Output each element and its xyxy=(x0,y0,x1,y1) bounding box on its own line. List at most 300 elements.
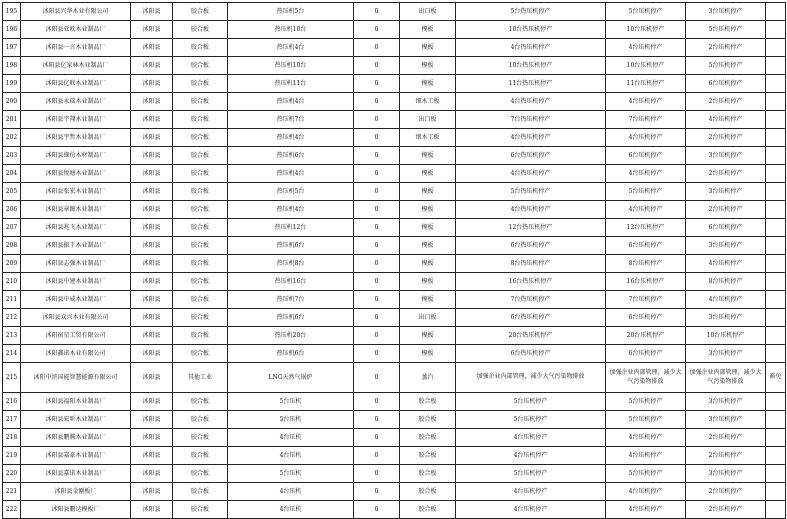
company-name-cell: 沭阳县振干木业制品厂 xyxy=(21,237,131,255)
measure-level-2-cell: 6台压机停产 xyxy=(606,237,686,255)
measure-level-2-cell: 5台压机停产 xyxy=(606,411,686,429)
county-cell: 沭阳县 xyxy=(131,255,173,273)
industry-cell: 胶合板 xyxy=(173,501,228,519)
equipment-cell: 热压机6台 xyxy=(228,147,354,165)
county-cell: 沭阳县 xyxy=(131,147,173,165)
product-type-cell: 细木工板 xyxy=(400,93,456,111)
equipment-cell: 热压机4台 xyxy=(228,93,354,111)
equipment-cell: 热压机20台 xyxy=(228,327,354,345)
product-type-cell: 模板 xyxy=(400,39,456,57)
cell-value-zero-cell: 0 xyxy=(354,57,400,75)
measure-level-3-cell: 4台压机停产 xyxy=(686,255,766,273)
table-row xyxy=(3,129,786,147)
cell-value-zero-cell: 0 xyxy=(354,129,400,147)
row-index-cell: 196 xyxy=(3,21,21,39)
note-cell xyxy=(766,309,786,327)
company-name-cell: 沭阳县福阳木业制品厂 xyxy=(21,393,131,411)
equipment-cell: 热压机12台 xyxy=(228,219,354,237)
industry-cell: 胶合板 xyxy=(173,393,228,411)
company-name-cell: 沭阳县志强木业制品厂 xyxy=(21,255,131,273)
company-name-cell: 沭阳县兆飞木业制品厂 xyxy=(21,219,131,237)
equipment-cell: 5台压机 xyxy=(228,393,354,411)
measure-level-3-cell: 6台压机停产 xyxy=(686,75,766,93)
industry-cell: 胶合板 xyxy=(173,165,228,183)
county-cell: 沭阳县 xyxy=(131,465,173,483)
equipment-cell: 热压机4台 xyxy=(228,129,354,147)
note-cell xyxy=(766,57,786,75)
measure-level-2-cell: 6台压机停产 xyxy=(606,147,686,165)
measure-level-1-cell: 6台热压机停产 xyxy=(456,309,606,327)
measure-level-3-cell: 3台压机停产 xyxy=(686,237,766,255)
measure-level-2-cell: 4台压机停产 xyxy=(606,129,686,147)
county-cell: 沭阳县 xyxy=(131,291,173,309)
row-index-cell: 222 xyxy=(3,501,21,519)
measure-level-2-cell: 4台压机停产 xyxy=(606,93,686,111)
equipment-cell: 热压机7台 xyxy=(228,291,354,309)
cell-value-zero-cell: 0 xyxy=(354,237,400,255)
county-cell: 沭阳县 xyxy=(131,183,173,201)
cell-value-zero-cell: 0 xyxy=(354,39,400,57)
table-row xyxy=(3,273,786,291)
table-row xyxy=(3,93,786,111)
table-row xyxy=(3,75,786,93)
cell-value-zero-cell: 0 xyxy=(354,147,400,165)
measure-level-2-cell: 12台压机停产 xyxy=(606,219,686,237)
cell-value-zero-cell: 0 xyxy=(354,345,400,363)
equipment-cell: 4台压机 xyxy=(228,483,354,501)
measure-level-1-cell: 10台热压机停产 xyxy=(456,21,606,39)
industry-cell: 胶合板 xyxy=(173,183,228,201)
row-index-cell: 203 xyxy=(3,147,21,165)
cell-value-zero-cell: 0 xyxy=(354,429,400,447)
industry-cell: 胶合板 xyxy=(173,57,228,75)
industry-cell: 胶合板 xyxy=(173,309,228,327)
row-index-cell: 214 xyxy=(3,345,21,363)
county-cell: 沭阳县 xyxy=(131,309,173,327)
measure-level-2-cell: 4台压机停产 xyxy=(606,447,686,465)
measure-level-1-cell: 5台热压机停产 xyxy=(456,183,606,201)
company-name-cell: 沭阳县宇哲木业制品厂 xyxy=(21,129,131,147)
industry-cell: 胶合板 xyxy=(173,291,228,309)
product-type-cell: 细木工板 xyxy=(400,129,456,147)
measure-level-2-cell: 20台压机停产 xyxy=(606,327,686,345)
product-type-cell: 胶合板 xyxy=(400,483,456,501)
product-type-cell: 出口板 xyxy=(400,309,456,327)
measure-level-3-cell: 2台压机停产 xyxy=(686,483,766,501)
company-name-cell: 沭阳县中威木业制品厂 xyxy=(21,291,131,309)
measure-level-3-cell: 2台压机停产 xyxy=(686,93,766,111)
note-cell xyxy=(766,237,786,255)
cell-value-zero-cell: 0 xyxy=(354,447,400,465)
table-row xyxy=(3,345,786,363)
equipment-cell: 热压机5台 xyxy=(228,3,354,21)
industry-cell: 胶合板 xyxy=(173,327,228,345)
row-index-cell: 207 xyxy=(3,219,21,237)
table-body xyxy=(3,3,786,519)
county-cell: 沭阳县 xyxy=(131,219,173,237)
cell-value-zero-cell: 0 xyxy=(354,393,400,411)
measure-level-1-cell: 4台热压机停产 xyxy=(456,39,606,57)
product-type-cell: 出口板 xyxy=(400,111,456,129)
industry-cell: 胶合板 xyxy=(173,447,228,465)
product-type-cell: 模板 xyxy=(400,255,456,273)
row-index-cell: 200 xyxy=(3,93,21,111)
measure-level-1-cell: 4台热压机停产 xyxy=(456,165,606,183)
measure-level-1-cell: 4台热压机停产 xyxy=(456,93,606,111)
county-cell: 沭阳县 xyxy=(131,93,173,111)
industry-cell: 胶合板 xyxy=(173,483,228,501)
table-row xyxy=(3,219,786,237)
measure-level-2-cell: 4台压机停产 xyxy=(606,429,686,447)
note-cell xyxy=(766,411,786,429)
industry-cell: 其他工业 xyxy=(173,363,228,393)
cell-value-zero-cell: 0 xyxy=(354,411,400,429)
note-cell xyxy=(766,345,786,363)
measure-level-3-cell: 3台压机停产 xyxy=(686,411,766,429)
row-index-cell: 209 xyxy=(3,255,21,273)
measure-level-2-cell: 6台压机停产 xyxy=(606,345,686,363)
cell-value-zero-cell: 0 xyxy=(354,483,400,501)
product-type-cell: 模板 xyxy=(400,75,456,93)
measure-level-2-cell: 6台压机停产 xyxy=(606,309,686,327)
measure-level-3-cell: 3台压机停产 xyxy=(686,309,766,327)
row-index-cell: 212 xyxy=(3,309,21,327)
equipment-cell: 热压机6台 xyxy=(228,345,354,363)
product-type-cell: 模板 xyxy=(400,57,456,75)
company-name-cell: 沭阳县中建木业制品厂 xyxy=(21,273,131,291)
table-row xyxy=(3,309,786,327)
equipment-cell: 热压机8台 xyxy=(228,255,354,273)
table-row xyxy=(3,411,786,429)
table-row xyxy=(3,165,786,183)
table-row xyxy=(3,447,786,465)
measure-level-2-cell: 4台压机停产 xyxy=(606,165,686,183)
measure-level-1-cell: 8台热压机停产 xyxy=(456,255,606,273)
row-index-cell: 201 xyxy=(3,111,21,129)
cell-value-zero-cell: 0 xyxy=(354,183,400,201)
measure-level-1-cell: 20台热压机停产 xyxy=(456,327,606,345)
company-name-cell: 沭阳县悦塘木业制品厂 xyxy=(21,165,131,183)
measure-level-3-cell: 加强企业内部管理，减少大气污染物排放 xyxy=(686,363,766,393)
measure-level-1-cell: 4台压机停产 xyxy=(456,429,606,447)
measure-level-1-cell: 7台热压机停产 xyxy=(456,291,606,309)
measure-level-1-cell: 4台热压机停产 xyxy=(456,129,606,147)
measure-level-2-cell: 4台压机停产 xyxy=(606,483,686,501)
note-cell xyxy=(766,39,786,57)
company-name-cell: 沭阳县宇翔木业制品厂 xyxy=(21,111,131,129)
product-type-cell: 模板 xyxy=(400,237,456,255)
company-name-cell: 沭阳中滨国能智慧能源有限公司 xyxy=(21,363,131,393)
row-index-cell: 218 xyxy=(3,429,21,447)
note-cell xyxy=(766,147,786,165)
equipment-cell: 4台压机 xyxy=(228,429,354,447)
measure-level-3-cell: 3台压机停产 xyxy=(686,147,766,165)
table-row xyxy=(3,183,786,201)
note-cell xyxy=(766,327,786,345)
industry-cell: 胶合板 xyxy=(173,39,228,57)
industry-cell: 胶合板 xyxy=(173,219,228,237)
industry-cell: 胶合板 xyxy=(173,147,228,165)
equipment-cell: 4台压机 xyxy=(228,447,354,465)
company-name-cell: 沭阳县嘉诺木业制品厂 xyxy=(21,465,131,483)
measure-level-1-cell: 16台热压机停产 xyxy=(456,273,606,291)
measure-level-3-cell: 6台压机停产 xyxy=(686,219,766,237)
equipment-cell: 5台压机 xyxy=(228,465,354,483)
table-row xyxy=(3,21,786,39)
company-name-cell: 沭阳县宏昕木业制品厂 xyxy=(21,411,131,429)
measure-level-1-cell: 5台压机停产 xyxy=(456,393,606,411)
note-cell xyxy=(766,183,786,201)
measure-level-2-cell: 7台压机停产 xyxy=(606,111,686,129)
equipment-cell: 4台压机 xyxy=(228,501,354,519)
company-name-cell: 沭阳县永瑞木业制品厂 xyxy=(21,93,131,111)
measure-level-3-cell: 3台压机停产 xyxy=(686,183,766,201)
product-type-cell: 模板 xyxy=(400,201,456,219)
cell-value-zero-cell: 0 xyxy=(354,273,400,291)
note-cell xyxy=(766,501,786,519)
measure-level-3-cell: 2台压机停产 xyxy=(686,501,766,519)
cell-value-zero-cell: 0 xyxy=(354,3,400,21)
table-row xyxy=(3,501,786,519)
note-cell xyxy=(766,483,786,501)
table-row xyxy=(3,483,786,501)
measure-level-2-cell: 加强企业内部管理，减少大气污染物排放 xyxy=(606,363,686,393)
company-name-cell: 沭阳县兴华木业有限公司 xyxy=(21,3,131,21)
product-type-cell: 模板 xyxy=(400,291,456,309)
row-index-cell: 195 xyxy=(3,3,21,21)
measure-level-3-cell: 4台压机停产 xyxy=(686,111,766,129)
enterprise-table xyxy=(2,2,786,519)
row-index-cell: 197 xyxy=(3,39,21,57)
company-name-cell: 沭阳县亿家林木业制品厂 xyxy=(21,57,131,75)
row-index-cell: 216 xyxy=(3,393,21,411)
county-cell: 沭阳县 xyxy=(131,165,173,183)
measure-level-1-cell: 12台热压机停产 xyxy=(456,219,606,237)
company-name-cell: 沭阳县亚欧木业制品厂 xyxy=(21,21,131,39)
note-cell: 豁免 xyxy=(766,363,786,393)
row-index-cell: 210 xyxy=(3,273,21,291)
table-row xyxy=(3,291,786,309)
county-cell: 沭阳县 xyxy=(131,273,173,291)
measure-level-1-cell: 6台热压机停产 xyxy=(456,147,606,165)
company-name-cell: 沭阳县嘉豪木业制品厂 xyxy=(21,447,131,465)
row-index-cell: 213 xyxy=(3,327,21,345)
county-cell: 沭阳县 xyxy=(131,111,173,129)
cell-value-zero-cell: 0 xyxy=(354,291,400,309)
product-type-cell: 胶合板 xyxy=(400,501,456,519)
row-index-cell: 202 xyxy=(3,129,21,147)
equipment-cell: 热压机6台 xyxy=(228,237,354,255)
county-cell: 沭阳县 xyxy=(131,501,173,519)
measure-level-1-cell: 4台压机停产 xyxy=(456,483,606,501)
measure-level-3-cell: 2台压机停产 xyxy=(686,429,766,447)
note-cell xyxy=(766,429,786,447)
product-type-cell: 模板 xyxy=(400,165,456,183)
measure-level-1-cell: 加强企业内部管理，减少大气污染物排放 xyxy=(456,363,606,393)
equipment-cell: 热压机10台 xyxy=(228,57,354,75)
measure-level-3-cell: 8台压机停产 xyxy=(686,273,766,291)
measure-level-3-cell: 3台压机停产 xyxy=(686,393,766,411)
note-cell xyxy=(766,255,786,273)
company-name-cell: 沭阳县缘份木材制品厂 xyxy=(21,147,131,165)
cell-value-zero-cell: 0 xyxy=(354,93,400,111)
industry-cell: 胶合板 xyxy=(173,237,228,255)
industry-cell: 胶合板 xyxy=(173,255,228,273)
industry-cell: 胶合板 xyxy=(173,93,228,111)
product-type-cell: 模板 xyxy=(400,21,456,39)
product-type-cell: 模板 xyxy=(400,219,456,237)
cell-value-zero-cell: 0 xyxy=(354,75,400,93)
company-name-cell: 沭阳县鹏腾木业制品厂 xyxy=(21,429,131,447)
note-cell xyxy=(766,111,786,129)
county-cell: 沭阳县 xyxy=(131,21,173,39)
industry-cell: 胶合板 xyxy=(173,3,228,21)
product-type-cell: 胶合板 xyxy=(400,429,456,447)
cell-value-zero-cell: 0 xyxy=(354,165,400,183)
table-row xyxy=(3,363,786,393)
product-type-cell: 模板 xyxy=(400,183,456,201)
company-name-cell: 沭阳县张宏木业制品厂 xyxy=(21,183,131,201)
note-cell xyxy=(766,465,786,483)
industry-cell: 胶合板 xyxy=(173,411,228,429)
product-type-cell: 出口板 xyxy=(400,3,456,21)
note-cell xyxy=(766,75,786,93)
company-name-cell: 沭阳宿星工贸有限公司 xyxy=(21,327,131,345)
county-cell: 沭阳县 xyxy=(131,3,173,21)
note-cell xyxy=(766,165,786,183)
measure-level-1-cell: 4台压机停产 xyxy=(456,447,606,465)
note-cell xyxy=(766,129,786,147)
measure-level-3-cell: 3台压机停产 xyxy=(686,3,766,21)
measure-level-1-cell: 11台热压机停产 xyxy=(456,75,606,93)
table-row xyxy=(3,429,786,447)
row-index-cell: 211 xyxy=(3,291,21,309)
measure-level-2-cell: 10台压机停产 xyxy=(606,57,686,75)
measure-level-2-cell: 4台压机停产 xyxy=(606,201,686,219)
product-type-cell: 胶合板 xyxy=(400,447,456,465)
row-index-cell: 215 xyxy=(3,363,21,393)
measure-level-2-cell: 4台压机停产 xyxy=(606,39,686,57)
county-cell: 沭阳县 xyxy=(131,411,173,429)
industry-cell: 胶合板 xyxy=(173,75,228,93)
product-type-cell: 胶合板 xyxy=(400,465,456,483)
company-name-cell: 沭阳县金刚板厂 xyxy=(21,483,131,501)
industry-cell: 胶合板 xyxy=(173,465,228,483)
measure-level-3-cell: 3台压机停产 xyxy=(686,465,766,483)
note-cell xyxy=(766,447,786,465)
table-row xyxy=(3,393,786,411)
county-cell: 沭阳县 xyxy=(131,483,173,501)
measure-level-2-cell: 5台压机停产 xyxy=(606,465,686,483)
equipment-cell: 热压机5台 xyxy=(228,183,354,201)
county-cell: 沭阳县 xyxy=(131,327,173,345)
measure-level-3-cell: 2台压机停产 xyxy=(686,201,766,219)
county-cell: 沭阳县 xyxy=(131,39,173,57)
product-type-cell: 胶合板 xyxy=(400,411,456,429)
measure-level-1-cell: 6台热压机停产 xyxy=(456,345,606,363)
product-type-cell: 蒸汽 xyxy=(400,363,456,393)
equipment-cell: 热压机4台 xyxy=(228,39,354,57)
measure-level-2-cell: 11台压机停产 xyxy=(606,75,686,93)
note-cell xyxy=(766,21,786,39)
measure-level-3-cell: 2台压机停产 xyxy=(686,39,766,57)
measure-level-3-cell: 4台压机停产 xyxy=(686,291,766,309)
county-cell: 沭阳县 xyxy=(131,429,173,447)
industry-cell: 胶合板 xyxy=(173,129,228,147)
row-index-cell: 217 xyxy=(3,411,21,429)
equipment-cell: 热压机4台 xyxy=(228,165,354,183)
county-cell: 沭阳县 xyxy=(131,201,173,219)
measure-level-2-cell: 7台压机停产 xyxy=(606,291,686,309)
cell-value-zero-cell: 0 xyxy=(354,111,400,129)
note-cell xyxy=(766,93,786,111)
cell-value-zero-cell: 0 xyxy=(354,21,400,39)
note-cell xyxy=(766,3,786,21)
row-index-cell: 205 xyxy=(3,183,21,201)
table-row xyxy=(3,57,786,75)
company-name-cell: 沭阳鑫诺木业有限公司 xyxy=(21,345,131,363)
county-cell: 沭阳县 xyxy=(131,129,173,147)
measure-level-1-cell: 5台压机停产 xyxy=(456,465,606,483)
table-row xyxy=(3,327,786,345)
row-index-cell: 206 xyxy=(3,201,21,219)
product-type-cell: 模板 xyxy=(400,327,456,345)
table-row xyxy=(3,147,786,165)
measure-level-2-cell: 5台压机停产 xyxy=(606,183,686,201)
industry-cell: 胶合板 xyxy=(173,21,228,39)
county-cell: 沭阳县 xyxy=(131,57,173,75)
row-index-cell: 208 xyxy=(3,237,21,255)
note-cell xyxy=(766,219,786,237)
table-row xyxy=(3,3,786,21)
equipment-cell: LNG天然气锅炉 xyxy=(228,363,354,393)
cell-value-zero-cell: 0 xyxy=(354,219,400,237)
equipment-cell: 热压机16台 xyxy=(228,273,354,291)
row-index-cell: 221 xyxy=(3,483,21,501)
measure-level-3-cell: 3台压机停产 xyxy=(686,345,766,363)
measure-level-2-cell: 5台压机停产 xyxy=(606,3,686,21)
table-row xyxy=(3,111,786,129)
table-row xyxy=(3,255,786,273)
row-index-cell: 198 xyxy=(3,57,21,75)
measure-level-2-cell: 4台压机停产 xyxy=(606,501,686,519)
measure-level-3-cell: 10台压机停产 xyxy=(686,327,766,345)
measure-level-3-cell: 5台压机停产 xyxy=(686,57,766,75)
product-type-cell: 胶合板 xyxy=(400,393,456,411)
measure-level-3-cell: 2台压机停产 xyxy=(686,129,766,147)
cell-value-zero-cell: 0 xyxy=(354,255,400,273)
county-cell: 沭阳县 xyxy=(131,237,173,255)
row-index-cell: 219 xyxy=(3,447,21,465)
company-name-cell: 沭阳县亿联木业制品厂 xyxy=(21,75,131,93)
measure-level-3-cell: 2台压机停产 xyxy=(686,447,766,465)
measure-level-2-cell: 16台压机停产 xyxy=(606,273,686,291)
measure-level-1-cell: 5台热压机停产 xyxy=(456,3,606,21)
row-index-cell: 204 xyxy=(3,165,21,183)
measure-level-3-cell: 2台压机停产 xyxy=(686,165,766,183)
county-cell: 沭阳县 xyxy=(131,345,173,363)
cell-value-zero-cell: 0 xyxy=(354,501,400,519)
county-cell: 沭阳县 xyxy=(131,75,173,93)
table-row xyxy=(3,201,786,219)
county-cell: 沭阳县 xyxy=(131,363,173,393)
product-type-cell: 模板 xyxy=(400,273,456,291)
industry-cell: 胶合板 xyxy=(173,111,228,129)
note-cell xyxy=(766,201,786,219)
industry-cell: 胶合板 xyxy=(173,273,228,291)
equipment-cell: 热压机6台 xyxy=(228,309,354,327)
note-cell xyxy=(766,291,786,309)
